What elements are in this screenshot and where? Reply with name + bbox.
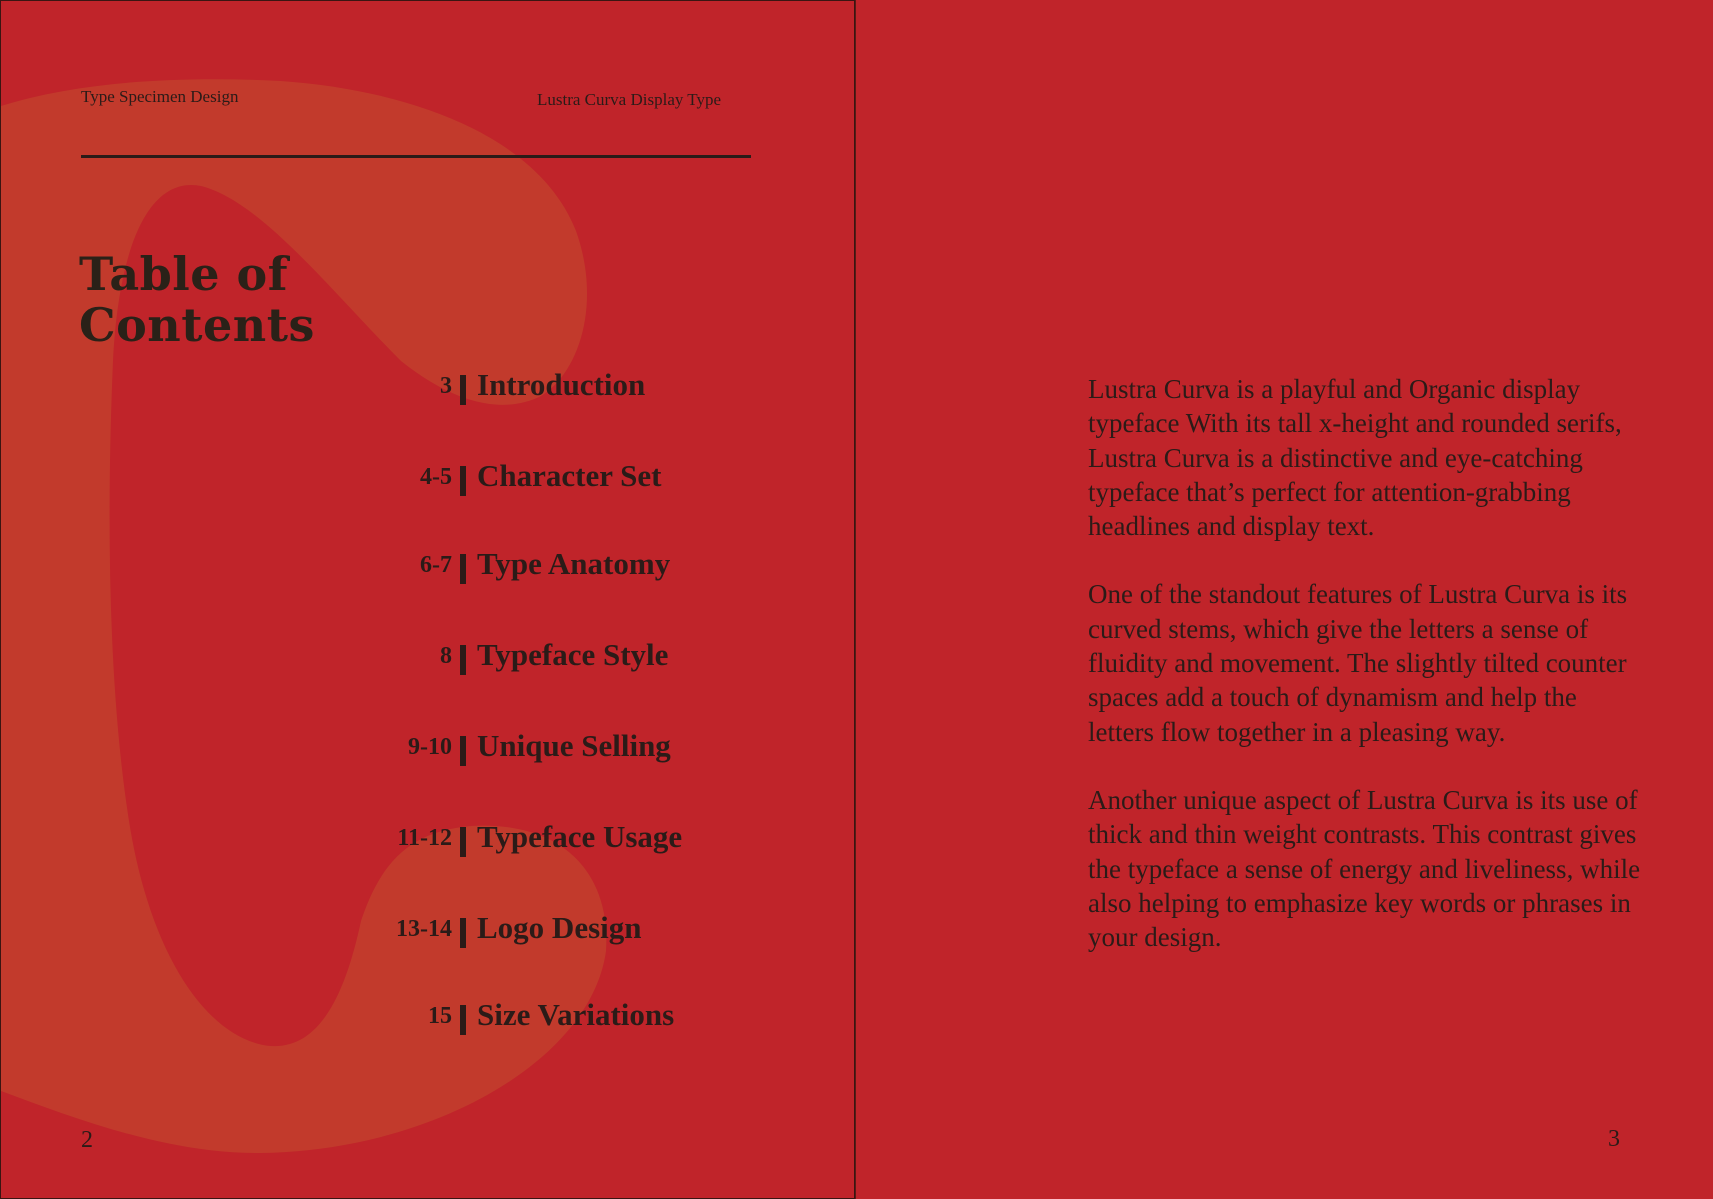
- toc-separator-bar: [460, 1005, 466, 1035]
- toc-item-size-variations[interactable]: [1, 997, 855, 1041]
- toc-label: Unique Selling: [477, 728, 671, 763]
- page-title: Table of Contents: [79, 247, 315, 352]
- toc-item-unique-selling[interactable]: [1, 728, 855, 772]
- toc-label: Size Variations: [477, 997, 675, 1032]
- toc-separator-bar: [460, 466, 466, 496]
- toc-separator-bar: [460, 375, 466, 405]
- toc-page-number: 3: [440, 373, 452, 399]
- toc-item-typeface-style[interactable]: [1, 637, 855, 681]
- paragraph: One of the standout features of Lustra Curva is its curved stems, which give the letters a sense of fluidity and movement. The slightly tilted counter spaces add a touch of dynamism and help the letters flow together in a pleasing way.: [1088, 579, 1628, 747]
- toc-item-character-set[interactable]: [1, 458, 855, 502]
- toc-page-number: 11-12: [397, 825, 452, 851]
- toc-page-number: 4-5: [420, 464, 452, 490]
- toc-item-type-anatomy[interactable]: [1, 546, 855, 590]
- toc-separator-bar: [460, 554, 466, 584]
- toc-page-number: 8: [440, 643, 452, 669]
- toc-label: Type Anatomy: [477, 546, 671, 581]
- body-text: [1088, 372, 1648, 988]
- toc-page-number: 6-7: [420, 552, 452, 578]
- paragraph: Another unique aspect of Lustra Curva is its use of thick and thin weight contrasts. This contrast gives the typeface a sense of energy and liveliness, while also helping to emphasize key words or phrases in your design.: [1088, 784, 1641, 953]
- toc-separator-bar: [460, 918, 466, 948]
- toc-item-introduction[interactable]: [1, 367, 855, 411]
- left-page: [0, 0, 855, 1199]
- header-right-text: Lustra Curva Display Type: [537, 90, 722, 109]
- toc-label: Typeface Usage: [477, 819, 683, 854]
- toc-page-number: 13-14: [396, 916, 452, 942]
- header-divider: [81, 155, 751, 158]
- toc-page-number: 15: [428, 1003, 452, 1029]
- toc-separator-bar: [460, 827, 466, 857]
- toc-label: Typeface Style: [477, 637, 669, 672]
- toc-label: Logo Design: [477, 910, 642, 945]
- toc-separator-bar: [460, 736, 466, 766]
- page-number: 2: [81, 1127, 93, 1153]
- right-page: [855, 0, 1713, 1199]
- paragraph: Lustra Curva is a playful and Organic display typeface With its tall x-height and rounded serifs, Lustra Curva is a distinctive and eye-catching typeface that’s perfect for attention-grabbing headlines and display text.: [1088, 374, 1622, 542]
- toc-label: Character Set: [477, 458, 662, 493]
- header-left-text: Type Specimen Design: [81, 87, 239, 106]
- toc-page-number: 9-10: [408, 734, 452, 760]
- toc-item-logo-design[interactable]: [1, 910, 855, 954]
- toc-item-typeface-usage[interactable]: [1, 819, 855, 863]
- page-number: 3: [1608, 1126, 1620, 1152]
- toc-label: Introduction: [477, 367, 646, 402]
- toc-separator-bar: [460, 645, 466, 675]
